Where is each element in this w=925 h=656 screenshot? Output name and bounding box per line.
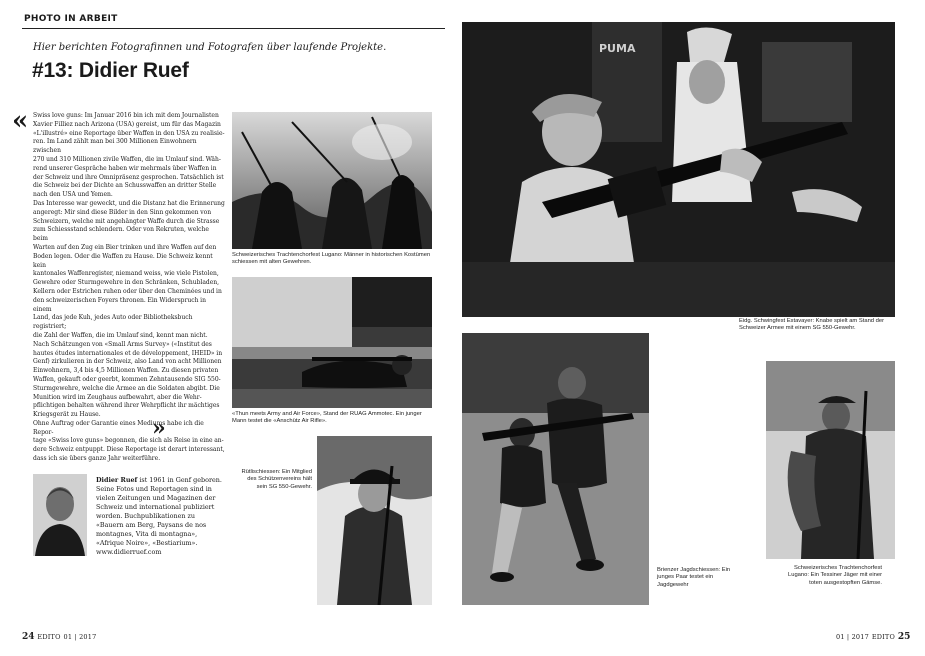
caption-boy-with-rifle: Eidg. Schwingfest Estavayer: Knabe spielt am Stand der Schweizer Armee mit einem SG 550-Gewehr. (739, 318, 885, 332)
issue-left: 01 | 2017 (63, 633, 97, 641)
page-number-left: 24 (22, 632, 35, 642)
photo-ruetlischiessen (317, 436, 432, 605)
author-portrait (33, 474, 87, 556)
photo-air-rifle-test (232, 277, 432, 408)
article-body: Swiss love guns: Im Januar 2016 bin ich mit dem Journalisten Xavier Filliez nach Arizona (USA) gereist, um für das Magazin «L'illustré» eine Reportage über Waffen in den USA zu realisie- ren. Im Land zählt man bei 300 Millionen Einwohnern zwischen 270 und 310 Millionen zivile Waffen, die im Umlauf sind. Wäh- rend unserer Gespräche haben wir mehrmals über Waffen in der Schweiz und ihre Omnipräsenz gesprochen. Tatsächlich ist die Schweiz bei der Dichte an Schusswaffen an dritter Stelle nach den USA und Yemen. Das Interesse war geweckt, und die Distanz hat die Erinnerung angeregt: Mir sind diese Bilder in den Sinn gekommen von Schweizern, welche mit angehängter Waffe durch die Strasse zum Schiessstand schlendern. Oder von Rekruten, welche beim Warten auf den Zug ein Bier trinken und ihre Waffen auf den Boden legen. Oder die Waffen zu Hause. Die Schweiz kennt kein kantonales Waffenregister, niemand weiss, wie viele Pistolen, Gewehre oder Sturmgewehre in den Schränken, Schubladen, Kellern oder Estrichen ruhen oder über den Cheminées und in den schweizerischen Foyers thronen. Ein Widerspruch in einem Land, das jede Kuh, jedes Auto oder Bibliotheksbuch registriert; die Zahl der Waffen, die im Umlauf sind, kennt man nicht. Nach Schätzungen von «Small Arms Survey» («Institut des hautes études internationales et de développement, IHEID» in Genf) zirkulieren in der Schweiz, also Land von acht Millionen Einwohnern, 3,4 bis 4,5 Millionen Waffen. Zu diesen privaten Waffen, gekauft oder geerbt, kommen Zehntausende SIG 550- Sturmgewehre, welche die Armee an die Soldaten abgibt. Die Munition wird im Zeughaus aufbewahrt, aber die Wehr- pflichtigen behalten während ihrer Wehrpflicht ihr mächtiges Kriegsgerät zu Hause. Ohne Auftrag oder Garantie eines Mediums habe ich die Repor- tage «Swiss love guns» begonnen, die sich als Reise in eine an- dere Schweiz entpuppt. Diese Reportage ist derart interessant, dass ich sie übers ganze Jahr weiterführe. (33, 112, 225, 463)
magazine-name-right: EDITO (871, 633, 896, 641)
caption-trachtenchorfest-shooters: Schweizerisches Trachtenchorfest Lugano: Männer in historischen Kostümen schiessen mit alten Gewehren. (232, 252, 431, 266)
caption-ruetlischiessen: Rütlischiessen: Ein Mitglied des Schützenvereins hält sein SG 550-Gewehr. (241, 469, 312, 490)
page-number-right: 25 (897, 632, 911, 642)
author-bio (96, 476, 222, 557)
section-kicker: PHOTO IN ARBEIT (24, 14, 118, 24)
caption-tessiner-hunter: Schweizerisches Trachtenchorfest Lugano: Ein Tessiner Jäger mit einer toten ausgestopften Gämse. (788, 565, 882, 586)
closing-quote-mark: » (152, 415, 166, 441)
photo-boy-with-rifle (462, 22, 895, 317)
header-rule (22, 28, 445, 29)
puma-shirt-text: PUMA (599, 42, 636, 55)
issue-right: 01 | 2017 (836, 633, 869, 641)
photo-couple-hunting-rifle (462, 333, 649, 605)
folio-left (22, 632, 96, 642)
author-bio-text: ist 1961 in Genf geboren. Seine Fotos und Reportagen sind in vielen Zeitungen und Magazinen der Schweiz und international publiziert worden. Buchpublikationen zu «Bauern am Berg, Paysans de nos montagnes, Vita di montagna», «Afrique Noire», «Bestiarium». (96, 476, 222, 547)
opening-quote-mark: « (12, 106, 29, 136)
page-title: #13: Didier Ruef (32, 59, 189, 82)
caption-couple-hunting-rifle: Brienzer Jagdschiessen: Ein junges Paar testet ein Jagdgewehr (657, 567, 731, 588)
folio-right (836, 632, 910, 642)
author-website[interactable]: www.didierruef.com (96, 548, 162, 556)
photo-trachtenchorfest-shooters (232, 112, 432, 249)
lead-text: Hier berichten Fotografinnen und Fotografen über laufende Projekte. (33, 42, 387, 53)
magazine-name-left: EDITO (37, 633, 61, 641)
caption-air-rifle-test: «Thun meets Army and Air Force», Stand der RUAG Ammotec. Ein junger Mann testet die «Anschütz Air Rifle». (232, 411, 422, 425)
author-name: Didier Ruef (96, 476, 138, 484)
photo-tessiner-hunter (766, 361, 895, 559)
